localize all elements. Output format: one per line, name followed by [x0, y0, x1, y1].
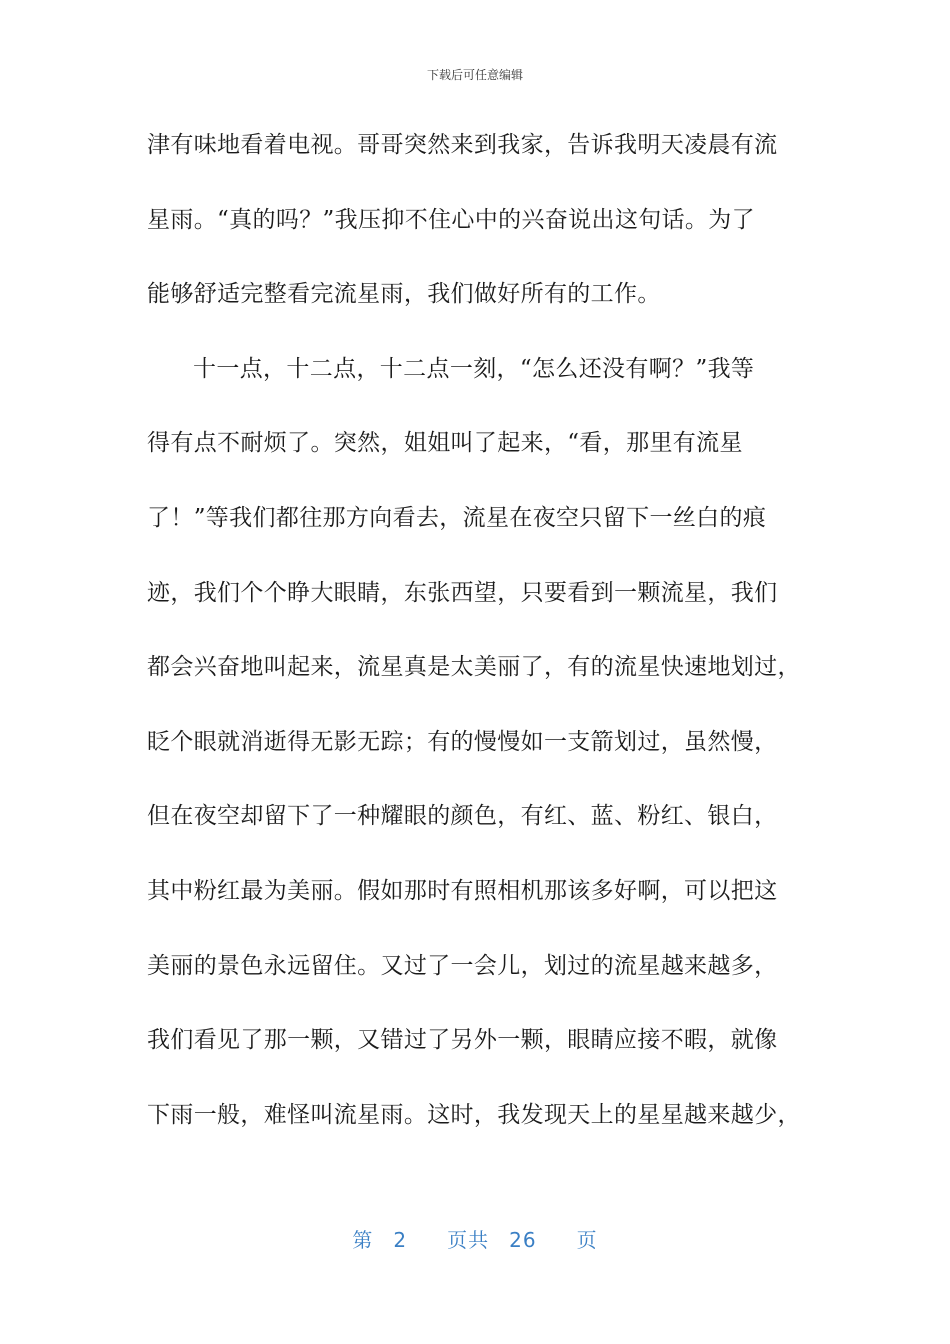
page-label-suffix: 页 — [576, 1228, 598, 1252]
text-line: 都会兴奋地叫起来，流星真是太美丽了，有的流星快速地划过， — [147, 654, 801, 681]
document-body — [147, 122, 827, 1166]
page-header-note: 下载后可任意编辑 — [426, 68, 523, 82]
text-line: 了！”等我们都往那方向看去，流星在夜空只留下一丝白的痕 — [147, 504, 767, 531]
text-line: 得有点不耐烦了。突然，姐姐叫了起来，“看，那里有流星 — [147, 430, 743, 457]
text-line: 我们看见了那一颗，又错过了另外一颗，眼睛应接不暇，就像 — [147, 1027, 778, 1054]
paragraph-first-line: 十一点，十二点，十二点一刻，“怎么还没有啊？”我等 — [193, 355, 755, 382]
text-line: 星雨。“真的吗？”我压抑不住心中的兴奋说出这句话。为了 — [147, 206, 755, 233]
text-line: 下雨一般，难怪叫流星雨。这时，我发现天上的星星越来越少， — [147, 1101, 801, 1128]
total-pages-number: 26 — [509, 1228, 537, 1252]
text-line: 津有味地看着电视。哥哥突然来到我家，告诉我明天凌晨有流 — [147, 132, 778, 158]
page-label-prefix: 第 — [352, 1228, 374, 1252]
page-label-mid: 页共 — [447, 1228, 490, 1252]
text-line: 其中粉红最为美丽。假如那时有照相机那该多好啊，可以把这 — [147, 877, 778, 904]
text-line: 美丽的景色永远留住。又过了一会儿，划过的流星越来越多， — [147, 952, 778, 979]
current-page-number: 2 — [393, 1228, 408, 1252]
text-line: 眨个眼就消逝得无影无踪；有的慢慢如一支箭划过，虽然慢， — [147, 728, 778, 755]
text-line: 迹，我们个个睁大眼睛，东张西望，只要看到一颗流星，我们 — [147, 579, 778, 606]
page-number-footer — [0, 1224, 950, 1253]
text-line: 但在夜空却留下了一种耀眼的颜色，有红、蓝、粉红、银白， — [147, 803, 778, 830]
text-line: 能够舒适完整看完流星雨，我们做好所有的工作。 — [147, 281, 661, 308]
